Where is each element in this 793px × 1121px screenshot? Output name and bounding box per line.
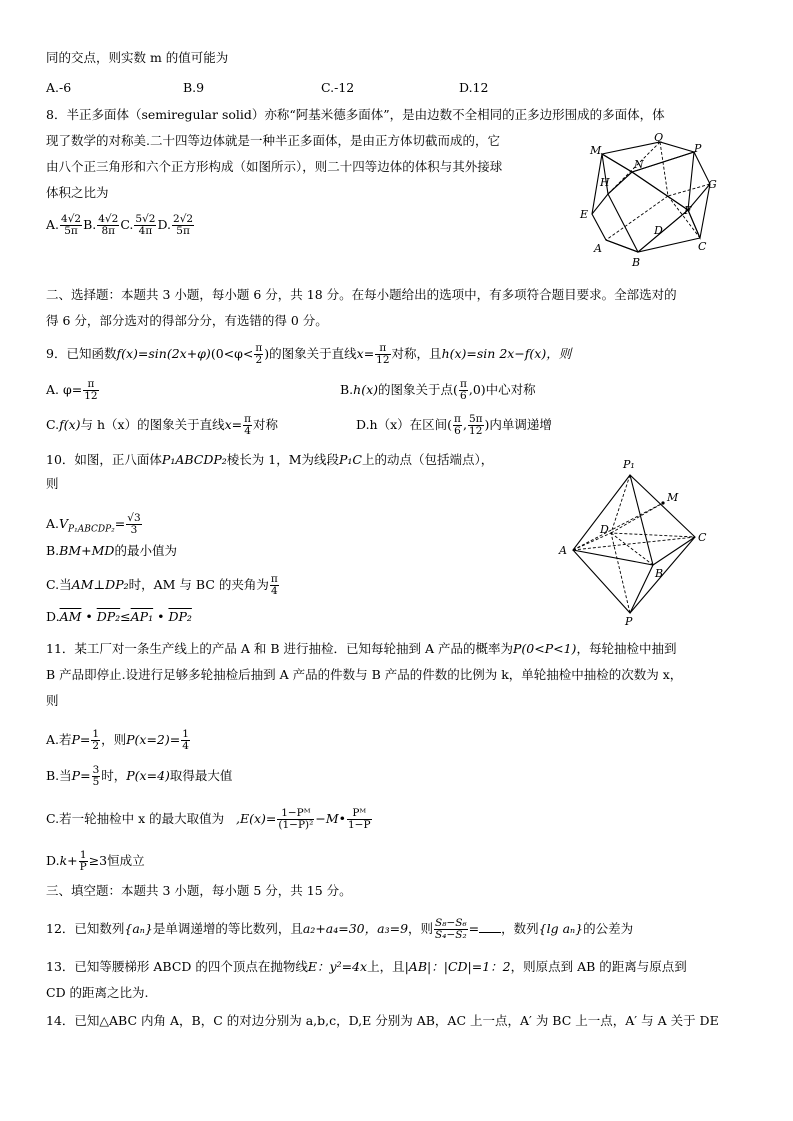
q11-option-b: B.当P= $\frac{3}{5}$ 时，P(x=4)取得最大值	[46, 764, 233, 788]
vertex-label-d: D	[600, 523, 609, 536]
q8-line2: 现了数学的对称美.二十四等边体就是一种半正多面体，是由正方体切截而成的，它	[46, 133, 500, 148]
q8-option-b: B. $\frac{4√2}{8\pi}$	[83, 213, 119, 237]
cuboctahedron-figure	[572, 132, 722, 270]
q12-answer-blank	[479, 920, 501, 933]
q10-stem-2: 则	[46, 476, 59, 491]
q8-options	[46, 214, 195, 237]
q11-option-c: C.若一轮抽检中 x 的最大取值为 ,E(x)= $\frac{\text{1−Pᴹ}}{\text{(1−P)²}}$ −M• $\frac{\text{Pᴹ}}{1-P}$	[46, 807, 371, 831]
vertex-label-g: G	[708, 178, 717, 191]
q10-stem: 10．如图，正八面体P₁ABCDP₂棱长为 1，M为线段P₁C上的动点（包括端点），	[46, 452, 494, 467]
q14-text: 14．已知△ABC 内角 A，B，C 的对边分别为 a,b,c，D,E 分别为 AB，AC 上一点，A′ 为 BC 上一点，A′ 与 A 关于 DE	[46, 1013, 719, 1028]
vertex-label-a: A	[594, 242, 602, 255]
vertex-label-p1: P₁	[623, 458, 635, 471]
q9-stem: 9．已知函数f(x)=sin(2x+φ)(0<φ< $\frac{\pi}{2}$ )的图象关于直线x= $\frac{\pi}{12}$ 对称，且h(x)=sin 2x−f(x)，则	[46, 342, 572, 366]
q11-option-d: D.k+ $\frac{1}{P}$ ≥3恒成立	[46, 849, 145, 873]
q8-line4: 体积之比为	[46, 185, 109, 200]
q9-option-d: D.h（x）在区间( $\frac{\pi}{6}$ , $\frac{5\pi}{12}$ )内单调递增	[356, 413, 552, 437]
q10-option-d: $D.\overline{AM}$ • DP₂≤AP₁ • DP₂	[46, 609, 192, 624]
q7-option-c: C.-12	[321, 80, 355, 95]
vertex-label-b: B	[632, 256, 641, 269]
q12-text: 12．已知数列{aₙ}是单调递增的等比数列，且a₂+a₄=30，a₃=9，则 $\frac{\text{S₈−S₆}}{\text{S₄−S₂}}$ = ，数列{lg aₙ}的公差为	[46, 917, 634, 941]
q10-option-a: $A.V_{P_1ABCDP_2}=$ $\frac{√3}{3}$	[46, 512, 141, 536]
section3-title: 三、填空题：本题共 3 小题，每小题 5 分，共 15 分。	[46, 883, 352, 898]
vertex-label-c: C	[698, 531, 707, 544]
vertex-label-a: A	[559, 544, 567, 557]
vertex-label-p2: P	[625, 615, 633, 628]
octahedron-figure	[555, 455, 715, 628]
q11-option-a: A.若P= $\frac{1}{2}$ ，则P(x=2)= $\frac{1}{4}$	[46, 728, 189, 752]
section2-line1: 二、选择题：本题共 3 小题，每小题 6 分，共 18 分。在每小题给出的选项中，有多项符合题目要求。全部选对的	[46, 287, 677, 302]
vertex-label-m: M	[667, 491, 679, 504]
vertex-label-m: M	[590, 144, 602, 157]
q8-option-a: A. $\frac{4√2}{5\pi}$	[46, 213, 82, 237]
vertex-label-d: D	[654, 224, 663, 237]
q9-option-c: C.f(x)与 h（x）的图象关于直线x= $\frac{\pi}{4}$ 对称	[46, 413, 279, 437]
q8-line1: 8．半正多面体（semiregular solid）亦称“阿基米德多面体”，是由边数不全相同的正多边形围成的多面体，体	[46, 107, 665, 122]
q7-option-b: B.9	[183, 80, 205, 95]
q10-option-b: B.BM+MD的最小值为	[46, 543, 177, 558]
q9-option-a: A. φ= $\frac{\pi}{12}$	[46, 378, 98, 402]
q10-option-c: C.当AM⊥DP₂时，AM 与 BC 的夹角为 $\frac{\pi}{4}$	[46, 573, 278, 597]
vertex-label-f: F	[684, 204, 692, 217]
q13-line1: 13．已知等腰梯形 ABCD 的四个顶点在抛物线E：y²=4x上，且|AB|：|CD|=1：2，则原点到 AB 的距离与原点到	[46, 959, 687, 974]
q11-stem-1: 11．某工厂对一条生产线上的产品 A 和 B 进行抽检．已知每轮抽到 A 产品的概率为P(0<P<1)，每轮抽检中抽到	[46, 641, 677, 656]
q11-stem-3: 则	[46, 693, 59, 708]
vertex-label-e: E	[580, 208, 589, 221]
vertex-label-b: B	[655, 567, 664, 580]
q7-option-d: D.12	[459, 80, 489, 95]
q8-line3: 由八个正三角形和六个正方形构成（如图所示），则二十四等边体的体积与其外接球	[46, 159, 503, 174]
q9-option-b: B.h(x)的图象关于点( $\frac{\pi}{6}$ ,0)中心对称	[340, 378, 536, 402]
q13-line2: CD 的距离之比为.	[46, 985, 149, 1000]
vertex-label-n: N	[634, 158, 644, 171]
vertex-label-p: P	[694, 142, 702, 155]
q11-stem-2: B 产品即停止.设进行足够多轮抽检后抽到 A 产品的件数与 B 产品的件数的比例为 k，单轮抽检中抽检的次数为 x，	[46, 667, 683, 682]
vertex-label-q: Q	[654, 131, 664, 144]
section2-line2: 得 6 分，部分选对的得部分分，有选错的得 0 分。	[46, 313, 328, 328]
vertex-label-h: H	[600, 176, 610, 189]
q8-option-c: C. $\frac{5√2}{4\pi}$	[120, 213, 156, 237]
vertex-label-c: C	[698, 240, 707, 253]
q8-option-d: D. $\frac{2√2}{5\pi}$	[157, 213, 194, 237]
q7-text: 同的交点，则实数 m 的值可能为	[46, 50, 229, 65]
q7-option-a: A.-6	[46, 80, 72, 95]
